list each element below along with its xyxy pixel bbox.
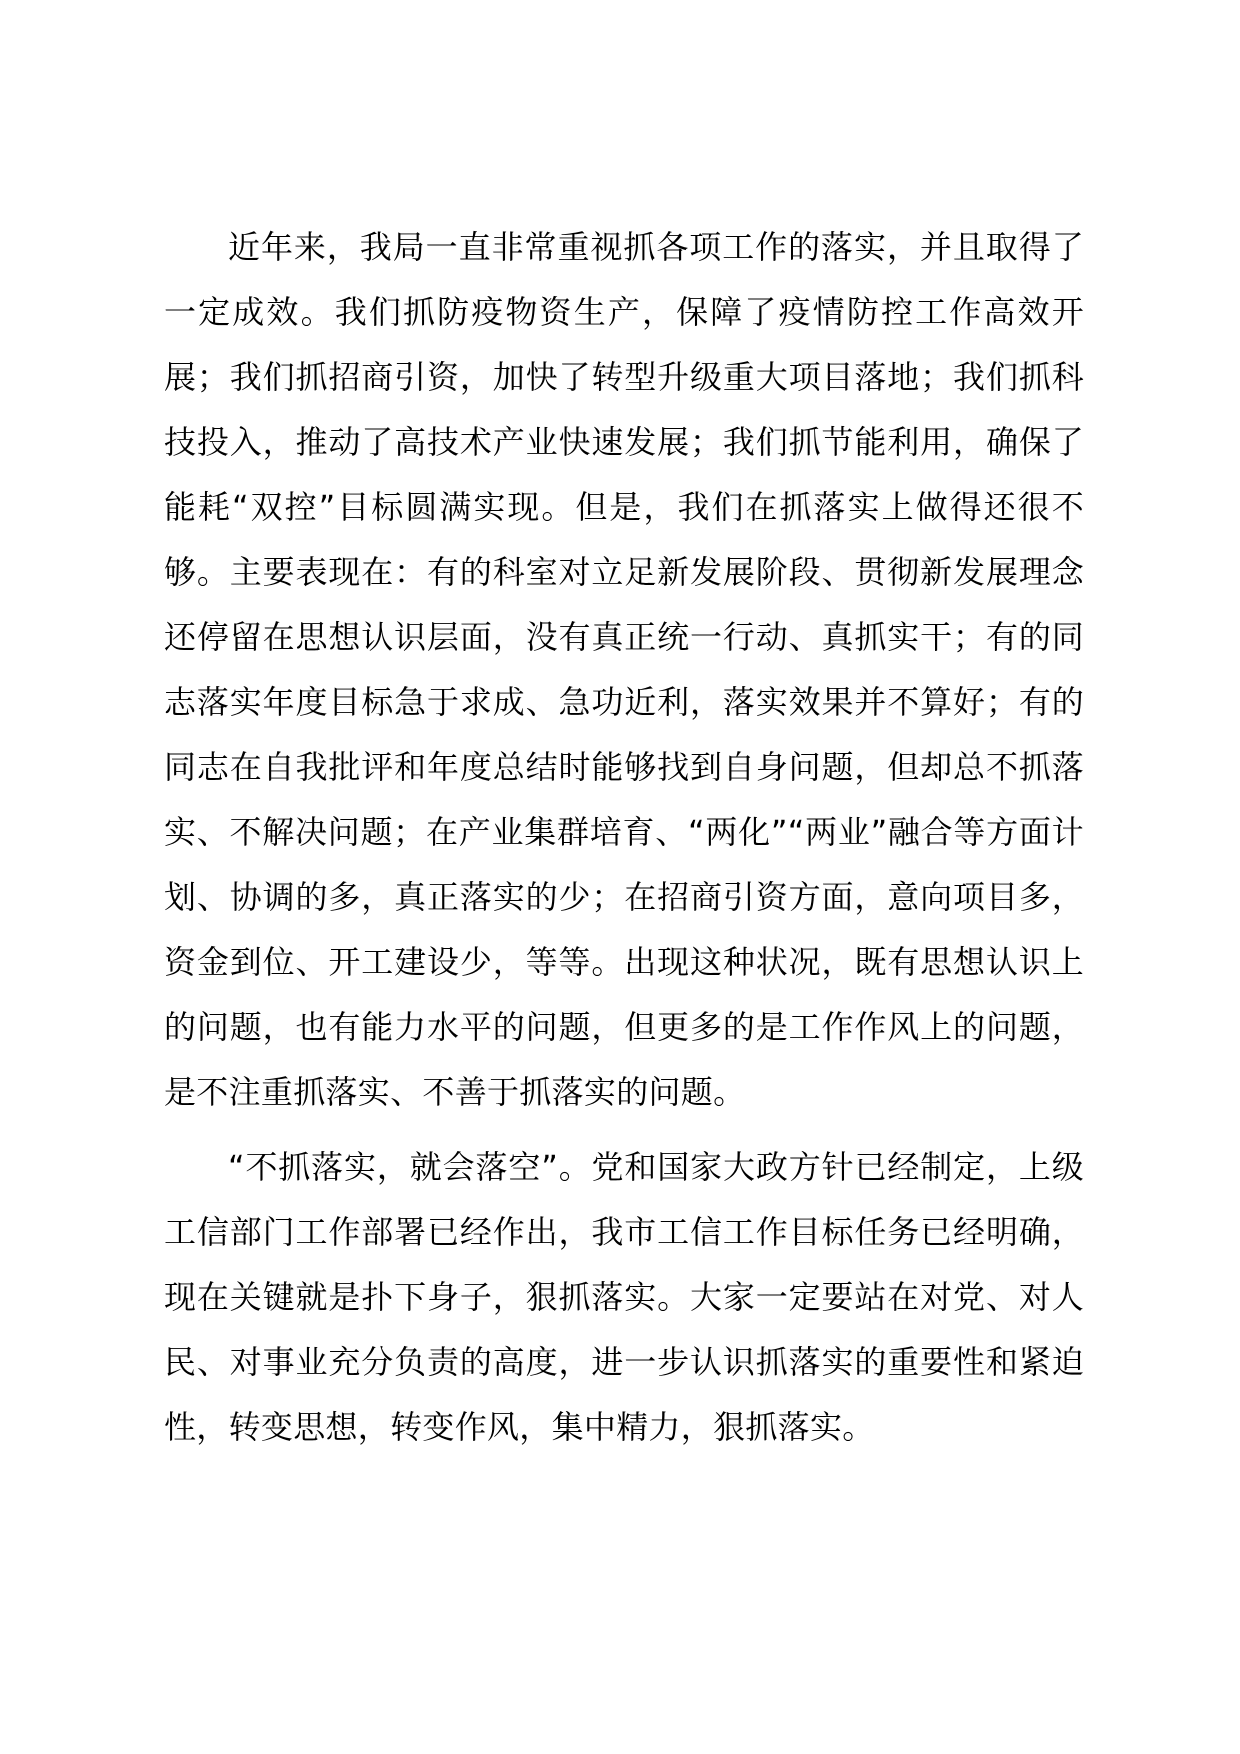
paragraph-1: 近年来，我局一直非常重视抓各项工作的落实，并且取得了一定成效。我们抓防疫物资生产，保障了疫情防控工作高效开展；我们抓招商引资，加快了转型升级重大项目落地；我们抓科技投入，推动了高技术产业快速发展；我们抓节能利用，确保了能耗“双控”目标圆满实现。但是，我们在抓落实上做得还很不够。主要表现在：有的科室对立足新发展阶段、贯彻新发展理念还停留在思想认识层面，没有真正统一行动、真抓实干；有的同志落实年度目标急于求成、急功近利，落实效果并不算好；有的同志在自我批评和年度总结时能够找到自身问题，但却总不抓落实、不解决问题；在产业集群培育、“两化”“两业”融合等方面计划、协调的多，真正落实的少；在招商引资方面，意向项目多，资金到位、开工建设少，等等。出现这种状况，既有思想认识上的问题，也有能力水平的问题，但更多的是工作作风上的问题，是不注重抓落实、不善于抓落实的问题。 [164, 228, 1084, 1111]
paragraph-2: “不抓落实，就会落空”。党和国家大政方针已经制定，上级工信部门工作部署已经作出，我市工信工作目标任务已经明确，现在关键就是扑下身子，狠抓落实。大家一定要站在对党、对人民、对事业充分负责的高度，进一步认识抓落实的重要性和紧迫性，转变思想，转变作风，集中精力，狠抓落实。 [164, 1148, 1084, 1446]
document-body [164, 215, 1084, 1460]
